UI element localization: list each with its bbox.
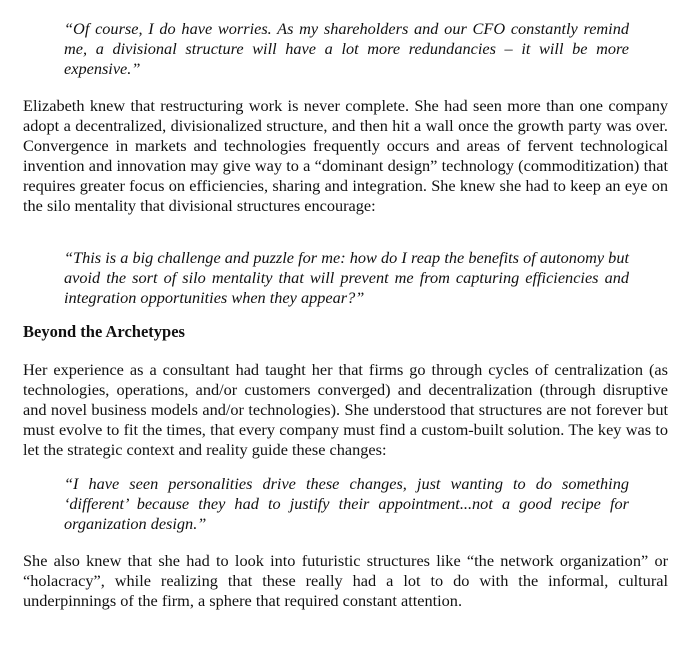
quote-shareholder-worries: “Of course, I do have worries. As my shareholders and our CFO constantly remind me, a divisional structure will have a lot more redundancies – it will be more expensive.” bbox=[64, 19, 629, 78]
quote-personalities: “I have seen personalities drive these changes, just wanting to do something ‘different’ because they had to justify their appointment...not a good recipe for organization design.” bbox=[64, 474, 629, 533]
quote-silo-challenge: “This is a big challenge and puzzle for me: how do I reap the benefits of autonomy but avoid the sort of silo mentality that will prevent me from capturing efficiencies and integration opportunities when they appear?” bbox=[64, 248, 629, 307]
section-heading: Beyond the Archetypes bbox=[23, 322, 185, 341]
paragraph-restructuring: Elizabeth knew that restructuring work is never complete. She had seen more than one company adopt a decentralized, divisionalized structure, and then hit a wall once the growth party was over. Convergence in markets and technologies frequently occurs and areas of fervent technological invention and innovation may give way to a “dominant design” technology (commoditization) that requires greater focus on efficiencies, sharing and integration. She knew she had to keep an eye on the silo mentality that divisional structures encourage: bbox=[23, 96, 668, 215]
paragraph-futuristic-structures: She also knew that she had to look into futuristic structures like “the network organization” or “holacracy”, while realizing that these really had a lot to do with the informal, cultural underpinnings of the firm, a sphere that required constant attention. bbox=[23, 551, 668, 610]
paragraph-consultant-experience: Her experience as a consultant had taught her that firms go through cycles of centralization (as technologies, operations, and/or customers converged) and decentralization (through disruptive and novel business models and/or technologies). She understood that structures are not forever but must evolve to fit the times, that every company must find a custom-built solution. The key was to let the strategic context and reality guide these changes: bbox=[23, 360, 668, 459]
